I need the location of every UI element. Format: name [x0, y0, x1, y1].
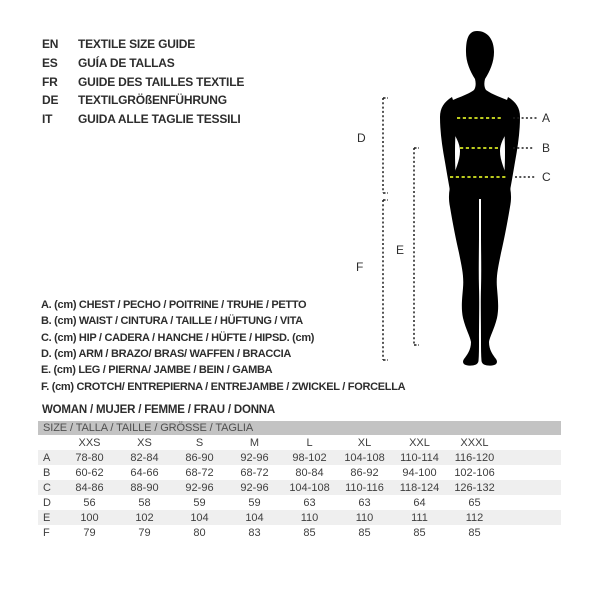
column-header: XXL: [409, 436, 430, 449]
size-value-cell: 102-106: [454, 466, 495, 479]
measurement-item: F. (cm) CROTCH/ ENTREPIERNA / ENTREJAMBE / ZWICKEL / FORCELLA: [41, 380, 406, 393]
column-header: XS: [137, 436, 152, 449]
size-value-cell: 78-80: [75, 451, 104, 464]
column-header: S: [195, 436, 204, 449]
size-column-header-row: [38, 435, 561, 450]
size-value-cell: 79: [138, 526, 151, 539]
size-table-header-bar: [38, 421, 561, 435]
arm-measure-line: [383, 98, 388, 193]
size-value-cell: 60-62: [75, 466, 104, 479]
size-value-cell: 85: [468, 526, 481, 539]
size-value-cell: 104: [245, 511, 264, 524]
column-header: XXXL: [460, 436, 489, 449]
size-value-cell: 56: [83, 496, 96, 509]
size-value-cell: 63: [358, 496, 371, 509]
size-value-cell: 79: [83, 526, 96, 539]
size-value-cell: 80-84: [295, 466, 324, 479]
language-code: ES: [42, 56, 58, 71]
language-label: GUIDE DES TAILLES TEXTILE: [78, 74, 245, 89]
size-value-cell: 63: [303, 496, 316, 509]
measurement-list: [41, 297, 405, 395]
size-value-cell: 110-116: [345, 481, 384, 494]
size-value-cell: 110-114: [400, 451, 439, 464]
measurement-item: B. (cm) WAIST / CINTURA / TAILLE / HÜFTUNG / VITA: [41, 315, 303, 328]
size-table-body: [38, 450, 561, 540]
figure-label-leg: E: [396, 243, 405, 257]
size-value-cell: 100: [80, 511, 99, 524]
leg-measure-line: [414, 148, 419, 345]
table-row: [38, 510, 561, 525]
language-label: GUÍA DE TALLAS: [78, 56, 175, 71]
language-row: [42, 54, 244, 73]
row-label: B: [43, 466, 51, 479]
size-value-cell: 92-96: [185, 481, 214, 494]
size-value-cell: 92-96: [240, 451, 269, 464]
figure-label-waist: B: [542, 141, 551, 155]
size-value-cell: 88-90: [130, 481, 159, 494]
size-value-cell: 68-72: [240, 466, 269, 479]
size-value-cell: 68-72: [185, 466, 214, 479]
size-value-cell: 102: [135, 511, 154, 524]
size-value-cell: 85: [303, 526, 316, 539]
size-value-cell: 112: [465, 511, 484, 524]
size-value-cell: 59: [193, 496, 206, 509]
table-row: [38, 480, 561, 495]
size-value-cell: 86-92: [350, 466, 379, 479]
table-row: [38, 525, 561, 540]
language-row: [42, 91, 244, 110]
measurement-item: E. (cm) LEG / PIERNA/ JAMBE / BEIN / GAMBA: [41, 364, 273, 377]
size-value-cell: 126-132: [454, 481, 495, 494]
language-row: [42, 35, 244, 54]
size-value-cell: 82-84: [130, 451, 159, 464]
figure-label-chest: A: [542, 111, 551, 125]
figure-label-arm: D: [357, 131, 366, 145]
row-label: C: [43, 481, 51, 494]
table-row: [38, 495, 561, 510]
language-label: GUIDA ALLE TAGLIE TESSILI: [78, 112, 241, 127]
size-value-cell: 111: [411, 511, 428, 524]
size-value-cell: 86-90: [185, 451, 214, 464]
language-code: DE: [42, 93, 59, 108]
row-label: F: [43, 526, 50, 539]
column-header: L: [306, 436, 313, 449]
language-label: TEXTILGRÖßENFÜHRUNG: [78, 93, 227, 108]
size-value-cell: 65: [468, 496, 481, 509]
language-label: TEXTILE SIZE GUIDE: [78, 37, 196, 52]
measurement-item: A. (cm) CHEST / PECHO / POITRINE / TRUHE / PETTO: [41, 299, 307, 312]
table-row: [38, 450, 561, 465]
size-table-header-label: SIZE / TALLA / TAILLE / GRÖSSE / TAGLIA: [43, 422, 254, 434]
language-row: [42, 110, 244, 129]
size-table: [38, 421, 561, 540]
size-value-cell: 110: [300, 511, 319, 524]
figure-label-crotch: F: [356, 260, 364, 274]
row-label: D: [43, 496, 51, 509]
section-title: WOMAN / MUJER / FEMME / FRAU / DONNA: [42, 404, 276, 416]
size-value-cell: 83: [248, 526, 261, 539]
column-header: XXS: [78, 436, 101, 449]
size-value-cell: 94-100: [402, 466, 437, 479]
size-value-cell: 85: [413, 526, 426, 539]
language-code: IT: [42, 112, 53, 127]
size-value-cell: 118-124: [399, 481, 440, 494]
size-value-cell: 58: [138, 496, 151, 509]
language-list: [42, 35, 244, 128]
row-label: E: [43, 511, 51, 524]
size-value-cell: 80: [193, 526, 206, 539]
table-row: [38, 465, 561, 480]
size-value-cell: 64-66: [130, 466, 159, 479]
size-value-cell: 104-108: [344, 451, 385, 464]
figure-label-hip: C: [542, 170, 551, 184]
measurement-item: D. (cm) ARM / BRAZO/ BRAS/ WAFFEN / BRACCIA: [41, 348, 292, 361]
column-header: XL: [357, 436, 372, 449]
row-label: A: [43, 451, 51, 464]
size-value-cell: 64: [413, 496, 426, 509]
column-header: M: [249, 436, 260, 449]
size-value-cell: 85: [358, 526, 371, 539]
size-value-cell: 116-120: [454, 451, 495, 464]
size-value-cell: 110: [355, 511, 374, 524]
language-code: EN: [42, 37, 59, 52]
language-code: FR: [42, 74, 58, 89]
size-value-cell: 84-86: [75, 481, 104, 494]
size-value-cell: 104-108: [289, 481, 330, 494]
measurement-item: C. (cm) HIP / CADERA / HANCHE / HÜFTE / HIPSD. (cm): [41, 331, 315, 344]
size-value-cell: 59: [248, 496, 261, 509]
size-value-cell: 92-96: [240, 481, 269, 494]
size-value-cell: 98-102: [292, 451, 327, 464]
size-value-cell: 104: [190, 511, 209, 524]
language-row: [42, 72, 244, 91]
